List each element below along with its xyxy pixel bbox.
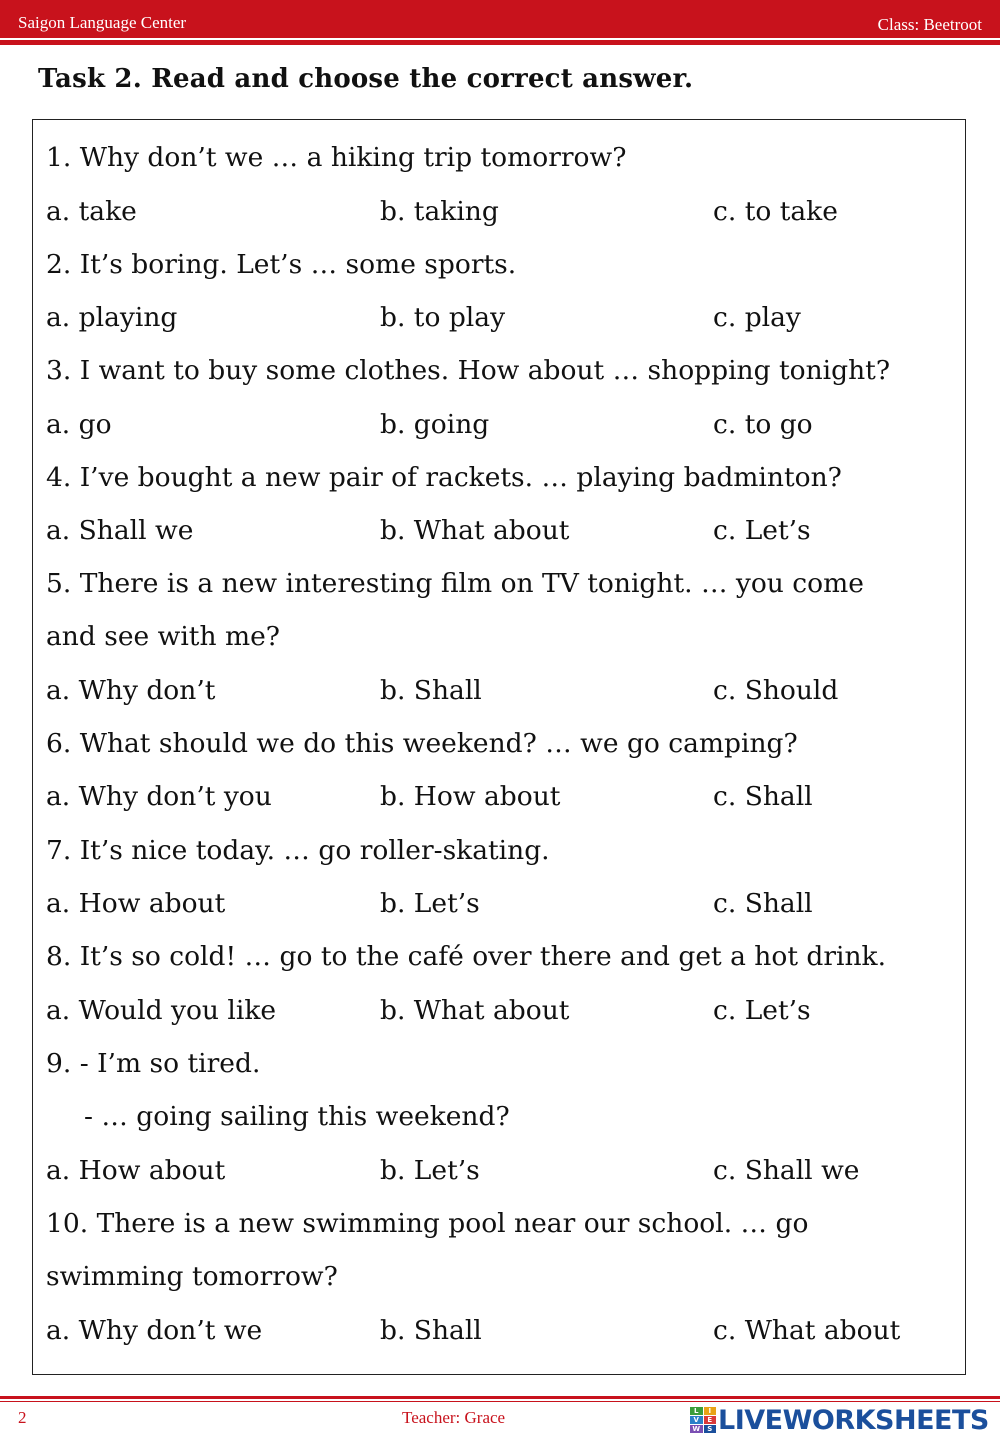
question-10-option-b[interactable]: b. Shall xyxy=(380,1315,482,1346)
question-7-option-b[interactable]: b. Let’s xyxy=(380,888,480,919)
page-number: 2 xyxy=(18,1408,27,1427)
question-5-option-a[interactable]: a. Why don’t xyxy=(46,675,216,706)
question-4-option-c[interactable]: c. Let’s xyxy=(713,515,811,546)
question-10-option-c[interactable]: c. What about xyxy=(713,1315,901,1346)
question-9-option-a[interactable]: a. How about xyxy=(46,1155,226,1186)
question-10-text-line-1: 10. There is a new swimming pool near our school. … go xyxy=(46,1208,809,1239)
question-6-option-b[interactable]: b. How about xyxy=(380,781,561,812)
question-7-option-a[interactable]: a. How about xyxy=(46,888,226,919)
logo-tile-6: S xyxy=(704,1425,717,1433)
question-2-option-b[interactable]: b. to play xyxy=(380,302,506,333)
question-5-option-c[interactable]: c. Should xyxy=(713,675,839,706)
header-divider xyxy=(0,40,1000,45)
school-name: Saigon Language Center xyxy=(18,13,187,32)
liveworksheets-brand[interactable] xyxy=(690,1403,989,1437)
question-1-option-b[interactable]: b. taking xyxy=(380,196,499,227)
question-9-text-line-2: - … going sailing this weekend? xyxy=(84,1101,510,1132)
question-8-option-c[interactable]: c. Let’s xyxy=(713,995,811,1026)
teacher-name: Teacher: Grace xyxy=(402,1408,506,1427)
question-7-option-c[interactable]: c. Shall xyxy=(713,888,813,919)
question-2-option-c[interactable]: c. play xyxy=(713,302,801,333)
question-4-option-a[interactable]: a. Shall we xyxy=(46,515,194,546)
logo-tile-3: V xyxy=(690,1416,703,1424)
question-9-option-b[interactable]: b. Let’s xyxy=(380,1155,480,1186)
question-10-option-a[interactable]: a. Why don’t we xyxy=(46,1315,263,1346)
question-8-option-a[interactable]: a. Would you like xyxy=(46,995,277,1026)
footer-divider-thick xyxy=(0,1396,1000,1399)
question-3-option-b[interactable]: b. going xyxy=(380,409,490,440)
question-1-option-a[interactable]: a. take xyxy=(46,196,137,227)
question-2-text: 2. It’s boring. Let’s … some sports. xyxy=(46,249,517,280)
question-3-text: 3. I want to buy some clothes. How about … shopping tonight? xyxy=(46,355,891,386)
question-8-option-b[interactable]: b. What about xyxy=(380,995,570,1026)
question-4-text: 4. I’ve bought a new pair of rackets. … playing badminton? xyxy=(46,462,842,493)
question-3-option-c[interactable]: c. to go xyxy=(713,409,813,440)
question-1-text: 1. Why don’t we … a hiking trip tomorrow? xyxy=(46,142,627,173)
logo-tile-1: L xyxy=(690,1407,703,1415)
logo-tile-2: I xyxy=(704,1407,717,1415)
question-10-text-line-2: swimming tomorrow? xyxy=(46,1261,338,1292)
liveworksheets-logo-icon xyxy=(690,1407,716,1433)
question-9-option-c[interactable]: c. Shall we xyxy=(713,1155,860,1186)
question-5-text-line-1: 5. There is a new interesting film on TV tonight. … you come xyxy=(46,568,864,599)
question-2-option-a[interactable]: a. playing xyxy=(46,302,178,333)
class-label: Class: Beetroot xyxy=(877,15,982,34)
brand-text: LIVEWORKSHEETS xyxy=(718,1404,989,1436)
logo-tile-5: W xyxy=(690,1425,703,1433)
question-8-text: 8. It’s so cold! … go to the café over there and get a hot drink. xyxy=(46,941,887,972)
question-6-option-c[interactable]: c. Shall xyxy=(713,781,813,812)
question-4-option-b[interactable]: b. What about xyxy=(380,515,570,546)
question-9-text-line-1: 9. - I’m so tired. xyxy=(46,1048,261,1079)
footer-divider-thin xyxy=(0,1401,1000,1402)
question-1-option-c[interactable]: c. to take xyxy=(713,196,838,227)
question-6-text: 6. What should we do this weekend? … we go camping? xyxy=(46,728,798,759)
question-5-option-b[interactable]: b. Shall xyxy=(380,675,482,706)
logo-tile-4: E xyxy=(704,1416,717,1424)
question-5-text-line-2: and see with me? xyxy=(46,621,280,652)
task-title: Task 2. Read and choose the correct answer. xyxy=(38,64,694,94)
question-7-text: 7. It’s nice today. … go roller-skating. xyxy=(46,835,550,866)
question-6-option-a[interactable]: a. Why don’t you xyxy=(46,781,272,812)
question-3-option-a[interactable]: a. go xyxy=(46,409,112,440)
